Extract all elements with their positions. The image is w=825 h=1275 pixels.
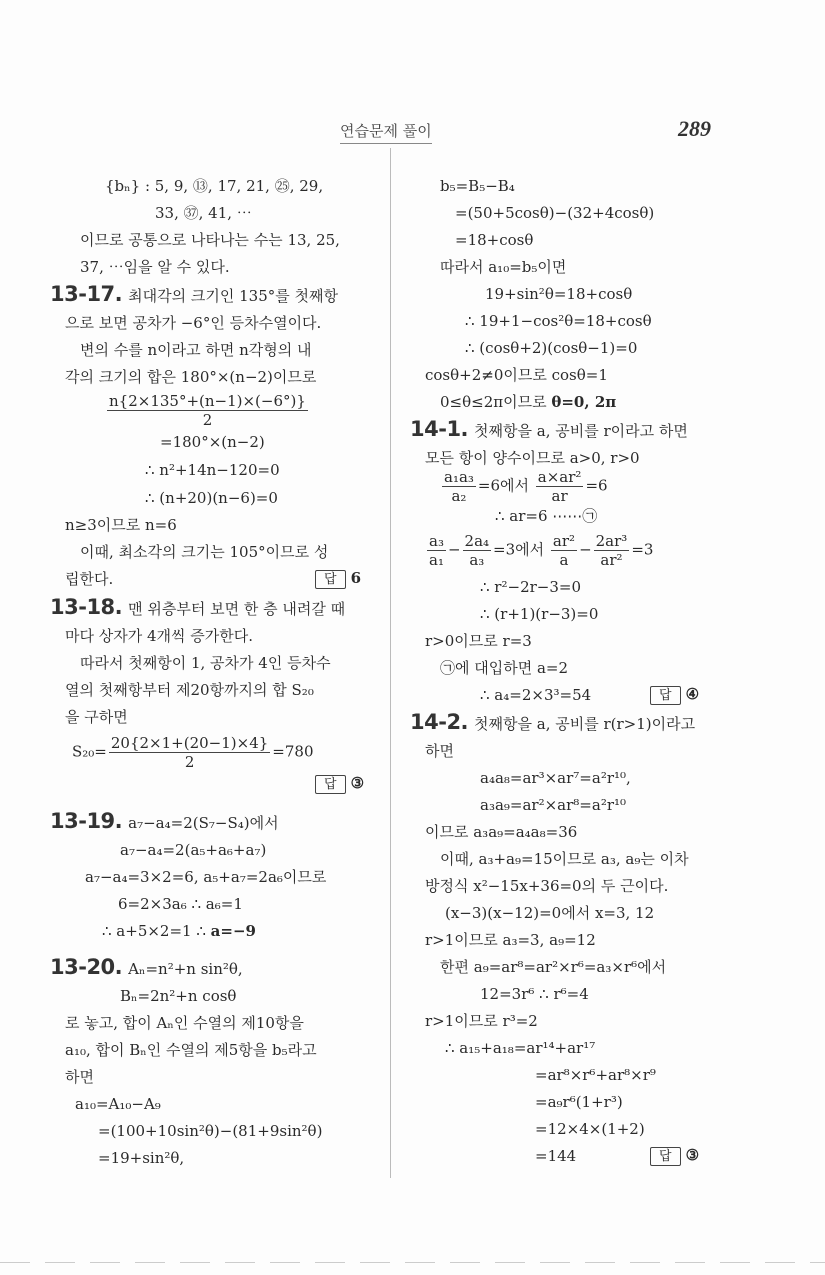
math-text: =780 — [272, 742, 314, 761]
math-text: ∴ (n+20)(n−6)=0 — [145, 489, 278, 507]
math-text: 방정식 x²−15x+36=0의 두 근이다. — [425, 877, 669, 895]
answer-value: ③ — [685, 1146, 700, 1164]
math-text: r>0이므로 r=3 — [425, 632, 532, 650]
text-line — [145, 460, 280, 480]
math-text: 으로 보면 공차가 −6°인 등차수열이다. — [65, 314, 322, 332]
math-text: 0≤θ≤2π이므로 — [440, 393, 552, 411]
text-line — [535, 1146, 576, 1166]
denominator: a₁ — [429, 551, 444, 569]
math-text: 이때, 최소각의 크기는 105°이므로 성 — [80, 543, 329, 561]
numerator: ar² — [552, 532, 576, 550]
math-text: 모든 항이 양수이므로 a>0, r>0 — [425, 449, 640, 467]
denominator: a₂ — [451, 487, 467, 505]
math-text: 첫째항을 a, 공비를 r이라고 하면 — [474, 422, 688, 440]
math-text: 첫째항을 a, 공비를 r(r>1)이라고 — [474, 715, 696, 733]
math-text: =(100+10sin²θ)−(81+9sin²θ) — [98, 1122, 323, 1140]
math-text: cosθ+2≠0이므로 cosθ=1 — [425, 366, 608, 384]
denominator: a — [559, 551, 569, 569]
text-line — [65, 569, 113, 589]
fraction — [594, 532, 630, 569]
math-text: Aₙ=n²+n sin²θ, — [128, 960, 243, 978]
problem-number: 13-19. — [50, 809, 123, 833]
text-line — [120, 840, 266, 860]
text-line — [445, 1038, 595, 1058]
math-text: 하면 — [425, 742, 454, 760]
math-text: ∴ n²+14n−120=0 — [145, 461, 280, 479]
math-text: 하면 — [65, 1068, 94, 1086]
text-line — [485, 284, 632, 304]
math-text: =144 — [535, 1147, 577, 1165]
math-text: =6에서 — [477, 476, 534, 495]
math-text: 이므로 공통으로 나타나는 수는 13, 25, — [80, 231, 340, 249]
text-line — [425, 448, 640, 468]
text-line — [85, 867, 326, 887]
text-line — [425, 631, 532, 651]
math-text: 19+sin²θ=18+cosθ — [485, 285, 633, 303]
math-text: 마다 상자가 4개씩 증가한다. — [65, 627, 254, 645]
math-text: b₅=B₅−B₄ — [440, 177, 515, 195]
answer-badge — [650, 1146, 699, 1166]
fraction — [536, 468, 584, 505]
answer-value: ④ — [685, 685, 700, 703]
math-text: 33, ㊲, 41, ⋯ — [155, 204, 252, 222]
text-line — [455, 230, 533, 250]
text-line — [80, 230, 340, 250]
math-text: 6=2×3a₆ ∴ a₆=1 — [118, 895, 243, 913]
text-line — [440, 176, 515, 196]
fraction — [109, 734, 270, 771]
text-line — [480, 685, 591, 705]
problem-heading-line — [50, 597, 345, 619]
text-line — [425, 930, 596, 950]
numerator: 2ar³ — [595, 532, 628, 550]
problem-number: 14-2. — [410, 710, 469, 734]
text-line — [80, 257, 230, 277]
text-line — [65, 707, 128, 727]
numerator: a₁a₃ — [444, 468, 474, 486]
numerator: 20{2×1+(20−1)×4} — [110, 734, 269, 752]
math-text: {bₙ} : 5, 9, ⑬, 17, 21, ㉕, 29, — [105, 177, 324, 195]
math-text: ∴ a₁₅+a₁₈=ar¹⁴+ar¹⁷ — [445, 1039, 596, 1057]
page-number: 289 — [678, 116, 711, 141]
text-line — [480, 768, 631, 788]
text-line — [80, 653, 331, 673]
text-line — [535, 1119, 645, 1139]
text-line — [425, 741, 454, 761]
section-title: 연습문제 풀이 — [340, 120, 432, 144]
denominator: ar — [551, 487, 568, 505]
math-text: a₄a₈=ar³×ar⁷=a²r¹⁰, — [480, 769, 631, 787]
answer-badge — [315, 569, 361, 589]
answer-label: 답 — [315, 775, 346, 794]
math-text: =a₉r⁶(1+r³) — [535, 1093, 623, 1111]
answer-label: 답 — [650, 1147, 681, 1166]
text-line — [80, 340, 312, 360]
text-line — [105, 392, 310, 429]
problem-number: 13-18. — [50, 595, 123, 619]
math-text: − — [447, 540, 461, 559]
text-line — [480, 604, 598, 624]
numerator: a₃ — [429, 532, 444, 550]
text-line — [65, 680, 314, 700]
fraction — [107, 392, 308, 429]
text-line — [65, 1040, 317, 1060]
text-line — [118, 894, 243, 914]
fraction — [463, 532, 492, 569]
math-text: 로 놓고, 합이 Aₙ인 수열의 제10항을 — [65, 1014, 304, 1032]
text-line — [425, 1011, 538, 1031]
math-text: 따라서 첫째항이 1, 공차가 4인 등차수 — [80, 654, 331, 672]
text-line — [480, 795, 626, 815]
text-line — [440, 658, 568, 678]
math-text: Bₙ=2n²+n cosθ — [120, 987, 237, 1005]
math-text: a₃a₉=ar²×ar⁸=a²r¹⁰ — [480, 796, 627, 814]
math-text: 맨 위층부터 보면 한 층 내려갈 때 — [128, 600, 346, 618]
math-text: ∴ a₄=2×3³=54 — [480, 686, 592, 704]
text-line — [75, 1094, 161, 1114]
denominator: 2 — [202, 411, 213, 429]
math-text: 립한다. — [65, 570, 114, 588]
math-text: =6 — [585, 476, 608, 495]
math-text: ∴ 19+1−cos²θ=18+cosθ — [465, 312, 652, 330]
math-text: ∴ r²−2r−3=0 — [480, 578, 582, 596]
numerator: n{2×135°+(n−1)×(−6°)} — [109, 392, 306, 410]
text-line — [425, 876, 668, 896]
math-text: 한편 a₉=ar⁸=ar²×r⁶=a₃×r⁶에서 — [440, 958, 667, 976]
math-text: 이므로 a₃a₉=a₄a₈=36 — [425, 823, 578, 841]
math-text: r>1이므로 r³=2 — [425, 1012, 538, 1030]
text-line — [425, 822, 577, 842]
problem-heading-line — [50, 284, 338, 306]
math-text: a₁₀=A₁₀−A₉ — [75, 1095, 161, 1113]
math-text: =12×4×(1+2) — [535, 1120, 645, 1138]
answer-label: 답 — [315, 570, 346, 589]
math-text: 변의 수를 n이라고 하면 n각형의 내 — [80, 341, 312, 359]
text-line — [440, 849, 689, 869]
math-text: 따라서 a₁₀=b₅이면 — [440, 258, 567, 276]
answer-badge — [315, 774, 364, 794]
math-text: =(50+5cosθ)−(32+4cosθ) — [455, 204, 655, 222]
text-line — [65, 515, 177, 535]
text-line — [65, 626, 253, 646]
problem-heading-line — [50, 811, 279, 833]
text-line — [65, 313, 321, 333]
math-text: a₁₀, 합이 Bₙ인 수열의 제5항을 b₅라고 — [65, 1041, 317, 1059]
math-text: =3에서 — [493, 540, 549, 559]
text-line — [102, 921, 256, 941]
math-text: (x−3)(x−12)=0에서 x=3, 12 — [445, 904, 655, 922]
text-line — [455, 203, 654, 223]
final-answer: a=−9 — [210, 922, 256, 940]
text-line — [98, 1148, 184, 1168]
text-line — [155, 203, 252, 223]
math-text: ∴ (r+1)(r−3)=0 — [480, 605, 599, 623]
math-text: ∴ a+5×2=1 ∴ — [102, 922, 211, 940]
math-text: =ar⁸×r⁶+ar⁸×r⁹ — [535, 1066, 656, 1084]
text-line — [465, 311, 652, 331]
text-line — [465, 338, 637, 358]
text-line — [72, 734, 314, 771]
problem-heading-line — [410, 712, 695, 734]
math-text: ∴ ar=6 ⋯⋯㉠ — [495, 507, 598, 525]
math-text: a₇−a₄=2(a₅+a₆+a₇) — [120, 841, 267, 859]
math-text: a₇−a₄=3×2=6, a₅+a₇=2a₆이므로 — [85, 868, 327, 886]
text-line — [440, 392, 616, 412]
text-line — [425, 365, 608, 385]
text-line — [105, 176, 323, 196]
math-text: =3 — [631, 540, 654, 559]
text-line — [480, 577, 581, 597]
text-line — [145, 488, 278, 508]
math-text: a₇−a₄=2(S₇−S₄)에서 — [128, 814, 279, 832]
text-line — [65, 367, 316, 387]
math-text: 을 구하면 — [65, 708, 128, 726]
text-line — [440, 468, 608, 505]
answer-value: 6 — [350, 569, 361, 587]
final-answer: θ=0, 2π — [551, 393, 617, 411]
math-text: ㉠에 대입하면 a=2 — [440, 659, 569, 677]
text-line — [495, 506, 597, 526]
fraction — [427, 532, 446, 569]
math-text: S₂₀= — [72, 742, 107, 761]
text-line — [440, 257, 566, 277]
text-line — [445, 903, 654, 923]
fraction — [442, 468, 476, 505]
text-line — [535, 1092, 623, 1112]
column-divider — [390, 148, 391, 1178]
text-line — [65, 1013, 304, 1033]
math-text: 각의 크기의 합은 180°×(n−2)이므로 — [65, 368, 317, 386]
math-text: ∴ (cosθ+2)(cosθ−1)=0 — [465, 339, 638, 357]
problem-number: 14-1. — [410, 417, 469, 441]
math-text: 최대각의 크기인 135°를 첫째항 — [128, 287, 338, 305]
answer-badge — [650, 685, 699, 705]
text-line — [425, 532, 653, 569]
numerator: 2a₄ — [464, 532, 490, 550]
fraction — [551, 532, 577, 569]
math-text: r>1이므로 a₃=3, a₉=12 — [425, 931, 596, 949]
answer-value: ③ — [350, 774, 365, 792]
denominator: a₃ — [469, 551, 485, 569]
text-line — [98, 1121, 322, 1141]
scan-edge — [0, 1262, 825, 1263]
math-text: − — [579, 540, 592, 559]
answer-label: 답 — [650, 686, 681, 705]
math-text: 열의 첫째항부터 제20항까지의 합 S₂₀ — [65, 681, 314, 699]
problem-number: 13-17. — [50, 282, 123, 306]
text-line — [535, 1065, 656, 1085]
math-text: =18+cosθ — [455, 231, 534, 249]
problem-heading-line — [50, 957, 243, 979]
math-text: n≥3이므로 n=6 — [65, 516, 177, 534]
text-line — [160, 432, 265, 452]
math-text: =180°×(n−2) — [160, 433, 265, 451]
math-text: 이때, a₃+a₉=15이므로 a₃, a₉는 이차 — [440, 850, 689, 868]
text-line — [65, 1067, 94, 1087]
text-line — [120, 986, 236, 1006]
text-line — [80, 542, 328, 562]
denominator: 2 — [184, 753, 195, 771]
denominator: ar² — [600, 551, 623, 569]
problem-number: 13-20. — [50, 955, 123, 979]
math-text: =19+sin²θ, — [98, 1149, 185, 1167]
text-line — [440, 957, 666, 977]
text-line — [480, 984, 589, 1004]
numerator: a×ar² — [537, 468, 582, 486]
math-text: 37, ⋯임을 알 수 있다. — [80, 258, 230, 276]
problem-heading-line — [410, 419, 688, 441]
math-text: 12=3r⁶ ∴ r⁶=4 — [480, 985, 589, 1003]
